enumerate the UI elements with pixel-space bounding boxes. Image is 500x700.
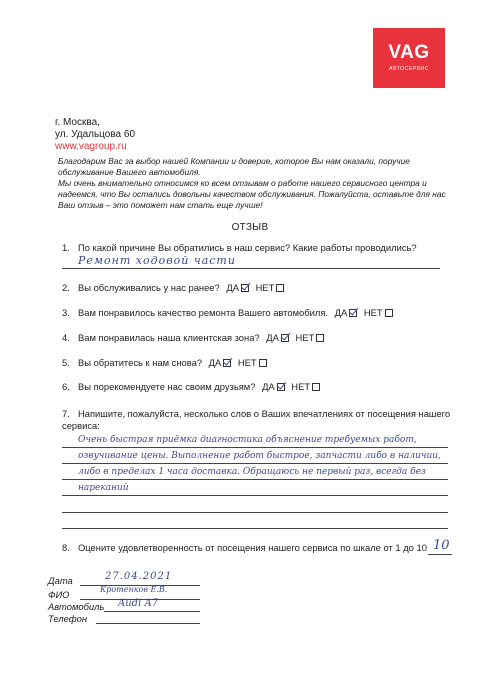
answer-line	[62, 495, 448, 496]
yes-label: ДА	[226, 282, 239, 293]
answer-line	[62, 528, 448, 529]
answer-line	[62, 447, 448, 448]
question-text: Вы обслуживались у нас ранее?	[78, 282, 220, 293]
yes-label: ДА	[262, 381, 275, 392]
no-label: НЕТ	[363, 307, 383, 318]
intro-paragraph-2: Мы очень внимательно относимся ко всем отзывам о работе нашего сервисного центра и надеемся, что Вы остались довольны качеством обслуживания. Пожалуйста, оставьте для нас Ваш отзыв – это поможет нам стать еще лучше!	[58, 178, 446, 210]
phone-line	[96, 623, 200, 624]
address-street: ул. Удальцова 60	[55, 129, 136, 140]
question-text: Вам понравилась наша клиентская зона?	[78, 332, 260, 343]
question-5	[62, 357, 267, 368]
date-value[interactable]: 27.04.2021	[105, 571, 173, 582]
question-7	[62, 408, 452, 432]
vag-logo	[373, 28, 445, 88]
question-1	[62, 242, 417, 253]
question-number: 7.	[62, 408, 70, 419]
no-checkbox[interactable]	[276, 284, 284, 292]
yes-checkbox[interactable]	[281, 334, 289, 342]
question-2	[62, 282, 284, 293]
question-number: 8.	[62, 542, 70, 553]
yes-checkbox[interactable]	[277, 383, 285, 391]
yes-label: ДА	[334, 307, 348, 318]
question-text: По какой причине Вы обратились в наш сервис? Какие работы проводились?	[78, 242, 417, 253]
website-link[interactable]: www.vagroup.ru	[55, 141, 127, 152]
question-number: 4.	[62, 332, 70, 343]
answer-7[interactable]: Очень быстрая приёмка диагностика объяснение требуемых работ, озвучивание цены. Выполнение работ быстрое, запчасти либо в наличии, либо в пределах 1 часа доставка. Обращаюсь не первый раз, всегда без нареканий	[78, 435, 441, 493]
answer-1[interactable]: Ремонт ходовой части	[78, 254, 236, 267]
question-text: Вам понравилось качество ремонта Вашего автомобиля.	[78, 307, 328, 318]
question-8	[62, 542, 427, 553]
answer-line	[62, 268, 440, 269]
no-label: НЕТ	[237, 357, 257, 368]
answer-line	[62, 463, 448, 464]
no-checkbox[interactable]	[385, 309, 393, 317]
question-number: 6.	[62, 381, 70, 392]
logo-subtitle: АВТОСЕРВИС	[389, 66, 429, 72]
question-number: 5.	[62, 357, 70, 368]
rating-answer[interactable]: 10	[433, 538, 450, 553]
yes-checkbox[interactable]	[349, 309, 357, 317]
question-4	[62, 332, 324, 343]
yes-label: ДА	[266, 332, 279, 343]
yes-label: ДА	[208, 357, 222, 368]
no-checkbox[interactable]	[312, 383, 320, 391]
address-block	[55, 117, 135, 153]
date-label: Дата	[48, 575, 73, 586]
question-number: 1.	[62, 242, 70, 253]
answer-line	[62, 512, 448, 513]
yes-checkbox[interactable]	[241, 284, 249, 292]
question-text: Оцените удовлетворенность от посещения нашего сервиса по шкале от 1 до 10	[78, 542, 427, 553]
address-city: г. Москва,	[55, 117, 100, 128]
phone-label: Телефон	[48, 613, 88, 624]
no-label: НЕТ	[255, 282, 275, 293]
form-title: ОТЗЫВ	[231, 222, 269, 233]
question-text: Вы порекомендуете нас своим друзьям?	[78, 381, 256, 392]
logo-brand: VAG	[388, 42, 430, 63]
car-value[interactable]: Audi A7	[118, 598, 159, 609]
intro-text	[58, 156, 448, 211]
question-3	[62, 307, 393, 318]
no-label: НЕТ	[295, 332, 315, 343]
yes-checkbox[interactable]	[223, 359, 231, 367]
no-label: НЕТ	[291, 381, 311, 392]
car-line	[104, 611, 200, 612]
question-6	[62, 381, 320, 392]
car-label: Автомобиль	[48, 601, 105, 612]
answer-line	[62, 479, 448, 480]
question-number: 2.	[62, 282, 70, 293]
rating-line	[428, 554, 452, 555]
question-text: Вы обратитесь к нам снова?	[78, 357, 203, 368]
intro-paragraph-1: Благодарим Вас за выбор нашей Компании и доверие, которое Вы нам оказали, поручие обслуживание Вашего автомобиля.	[58, 156, 410, 177]
name-value[interactable]: Кротенков Е.В.	[100, 585, 168, 594]
no-checkbox[interactable]	[316, 334, 324, 342]
question-text: Напишите, пожалуйста, несколько слов о Ваших впечатлениях от посещения нашего сервиса:	[62, 408, 451, 431]
no-checkbox[interactable]	[259, 359, 267, 367]
name-label: ФИО	[48, 589, 70, 600]
question-number: 3.	[62, 307, 70, 318]
